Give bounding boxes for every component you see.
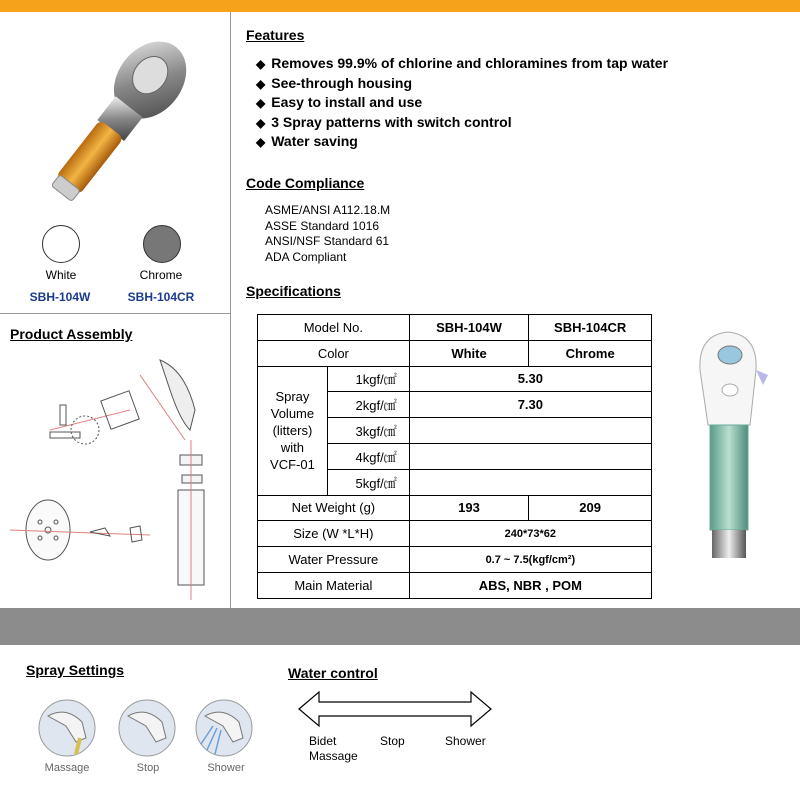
shower-spray-icon xyxy=(193,698,255,758)
code-item: ADA Compliant xyxy=(265,249,347,264)
massage-spray-icon xyxy=(36,698,98,758)
feature-item: ◆ Water saving xyxy=(256,132,668,152)
spray-label-line: VCF-01 xyxy=(270,457,315,473)
code-item: ASSE Standard 1016 xyxy=(265,218,380,233)
feature-item: ◆ See-through housing xyxy=(256,74,668,94)
shower-label: Shower xyxy=(207,762,245,774)
shower-head-image xyxy=(0,30,230,220)
spray-value: 5.30 xyxy=(409,366,651,392)
stop-label: Stop xyxy=(136,762,160,774)
color-label: Color xyxy=(258,340,410,366)
water-control-heading: Water control xyxy=(288,665,378,681)
model-chrome: SBH-104CR xyxy=(529,315,652,341)
feature-item: ◆ Removes 99.9% of chlorine and chloramines from tap water xyxy=(256,54,668,74)
chrome-label: Chrome xyxy=(139,268,183,282)
white-model-code: SBH-104W xyxy=(29,290,91,304)
shower-head-side-image xyxy=(688,330,778,570)
spray-unit: 2kgf/㎠ xyxy=(327,392,409,418)
spray-unit: 1kgf/㎠ xyxy=(327,366,409,392)
spray-unit: 5kgf/㎠ xyxy=(327,469,409,495)
pressure-value: 0.7 ~ 7.5(kgf/cm²) xyxy=(409,547,651,573)
size-label: Size (W *L*H) xyxy=(258,521,410,547)
weight-chrome: 209 xyxy=(529,495,652,521)
stop-spray-icon xyxy=(116,698,178,758)
stop-control-label: Stop xyxy=(380,734,405,748)
code-compliance-list xyxy=(265,203,390,265)
white-label: White xyxy=(45,268,77,282)
white-color-swatch xyxy=(42,225,80,263)
model-white: SBH-104W xyxy=(409,315,529,341)
shower-control-label: Shower xyxy=(445,734,486,748)
spray-label-line: Spray xyxy=(275,389,310,405)
specifications-heading: Specifications xyxy=(246,283,341,299)
feature-item: ◆ Easy to install and use xyxy=(256,93,668,113)
double-arrow-icon xyxy=(297,690,493,728)
spray-value xyxy=(409,418,651,444)
spray-label-line: with xyxy=(280,440,304,456)
weight-white: 193 xyxy=(409,495,529,521)
features-heading: Features xyxy=(246,27,305,43)
bidet-label: Bidet xyxy=(309,734,337,748)
left-section-divider xyxy=(0,313,230,314)
chrome-model-code: SBH-104CR xyxy=(127,290,195,304)
pressure-label: Water Pressure xyxy=(258,547,410,573)
massage-control-label: Massage xyxy=(309,749,358,763)
spray-value xyxy=(409,443,651,469)
specifications-table xyxy=(257,314,652,599)
spray-label-line: (litters) xyxy=(272,423,313,439)
spray-settings-heading: Spray Settings xyxy=(26,662,125,678)
product-assembly-heading: Product Assembly xyxy=(10,326,133,342)
spray-label-line: Volume xyxy=(270,406,315,422)
size-value: 240*73*62 xyxy=(409,521,651,547)
code-compliance-heading: Code Compliance xyxy=(246,175,365,191)
material-value: ABS, NBR , POM xyxy=(409,572,651,598)
color-chrome: Chrome xyxy=(529,340,652,366)
feature-item: ◆ 3 Spray patterns with switch control xyxy=(256,113,668,133)
weight-label: Net Weight (g) xyxy=(258,495,410,521)
code-item: ANSI/NSF Standard 61 xyxy=(265,234,390,248)
material-label: Main Material xyxy=(258,572,410,598)
gray-band xyxy=(0,608,800,645)
top-accent-bar xyxy=(0,0,800,12)
spray-value: 7.30 xyxy=(409,392,651,418)
code-item: ASME/ANSI A112.18.M xyxy=(265,203,391,217)
assembly-diagram xyxy=(10,350,225,605)
chrome-color-swatch xyxy=(143,225,181,263)
spray-value xyxy=(409,469,651,495)
color-white: White xyxy=(409,340,529,366)
features-list xyxy=(256,54,668,152)
model-label: Model No. xyxy=(258,315,410,341)
spray-volume-label xyxy=(258,366,328,495)
massage-label: Massage xyxy=(44,762,90,774)
spray-unit: 3kgf/㎠ xyxy=(327,418,409,444)
column-divider xyxy=(230,12,231,608)
spray-unit: 4kgf/㎠ xyxy=(327,443,409,469)
